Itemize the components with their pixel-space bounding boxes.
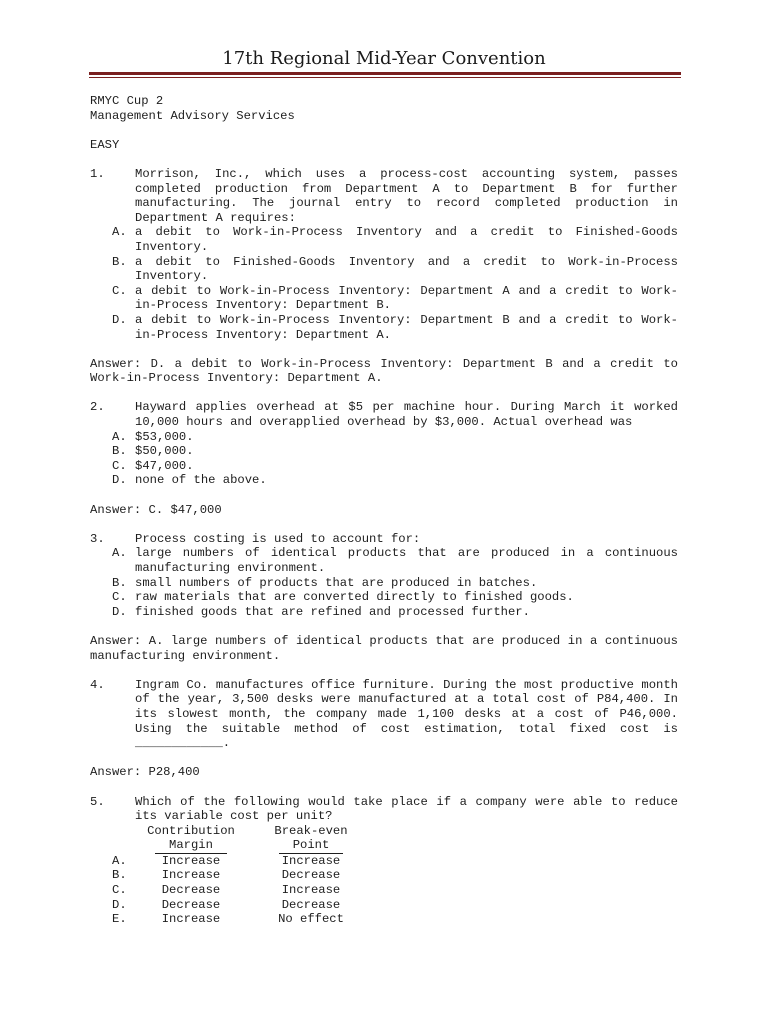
question-text: Morrison, Inc., which uses a process-cost accounting system, passes completed production from Department A to Department B for further manufacturing. The journal entry to record completed production in Department A requires:	[135, 166, 678, 225]
option-a	[90, 546, 678, 575]
option-text: a debit to Finished-Goods Inventory and a credit to Work-in-Process Inventory.	[135, 254, 678, 284]
question-3	[90, 532, 678, 547]
option-letter: A.	[112, 225, 127, 240]
option-letter: C.	[112, 590, 127, 605]
question-number: 3.	[90, 531, 105, 546]
option-letter: D.	[112, 897, 127, 912]
option-letter: E.	[112, 912, 127, 927]
options-table	[112, 824, 678, 927]
answer-4: Answer: P28,400	[90, 765, 200, 780]
contribution-margin-cell: Decrease	[161, 883, 221, 898]
option-text: finished goods that are refined and processed further.	[135, 604, 530, 619]
option-a	[90, 430, 678, 445]
table-row	[112, 854, 678, 869]
option-letter: D.	[112, 473, 127, 488]
option-text: raw materials that are converted directly to finished goods.	[135, 590, 574, 605]
break-even-cell: Decrease	[281, 897, 341, 912]
option-text: a debit to Work-in-Process Inventory: Department B and a credit to Work-in-Process Inventory: Department A.	[135, 312, 678, 342]
column-header: Contribution	[147, 823, 235, 838]
document-body	[90, 94, 678, 927]
question-text: Hayward applies overhead at $5 per machine hour. During March it worked 10,000 hours and overapplied overhead by $3,000. Actual overhead was	[135, 400, 678, 430]
option-letter: C.	[112, 283, 127, 298]
option-letter: D.	[112, 604, 127, 619]
question-5	[90, 795, 678, 824]
column-header: Break-even	[274, 823, 348, 838]
table-row	[112, 868, 678, 883]
table-row	[112, 883, 678, 898]
contest-name: RMYC Cup 2	[90, 94, 164, 108]
option-text: none of the above.	[135, 473, 267, 488]
column-header: Margin	[155, 838, 227, 854]
option-letter: B.	[112, 444, 127, 459]
option-d	[90, 473, 678, 488]
header-rule-thin	[89, 77, 681, 78]
table-row	[112, 912, 678, 927]
option-letter: D.	[112, 312, 127, 327]
option-b	[90, 444, 678, 459]
option-c	[90, 284, 678, 313]
option-c	[90, 590, 678, 605]
option-text: a debit to Work-in-Process Inventory and a credit to Finished-Goods Inventory.	[135, 225, 678, 254]
option-letter: B.	[112, 254, 127, 269]
option-b	[90, 576, 678, 591]
question-number: 5.	[90, 794, 105, 809]
answer-3: Answer: A. large numbers of identical products that are produced in a continuous manufacturing environment.	[90, 633, 678, 663]
answer-2: Answer: C. $47,000	[90, 502, 222, 517]
page-header-title: 17th Regional Mid-Year Convention	[222, 48, 546, 69]
option-d	[90, 313, 678, 342]
option-text: $50,000.	[135, 444, 194, 459]
option-letter: A.	[112, 429, 127, 444]
option-letter: A.	[112, 853, 127, 868]
break-even-cell: No effect	[278, 912, 344, 927]
table-header-top	[112, 824, 678, 839]
contribution-margin-cell: Decrease	[161, 897, 221, 912]
option-letter: C.	[112, 458, 127, 473]
option-letter: A.	[112, 546, 127, 561]
header-rule-thick	[89, 72, 681, 75]
difficulty-level: EASY	[90, 137, 120, 152]
column-header: Point	[279, 838, 344, 854]
option-text: large numbers of identical products that are produced in a continuous manufacturing environment.	[135, 546, 678, 575]
subject-name: Management Advisory Services	[90, 108, 295, 123]
option-b	[90, 255, 678, 284]
question-number: 2.	[90, 400, 105, 415]
option-d	[90, 605, 678, 620]
option-a	[90, 225, 678, 254]
question-1	[90, 167, 678, 225]
table-header-bottom	[112, 838, 678, 854]
break-even-cell: Increase	[281, 883, 341, 898]
option-text: $47,000.	[135, 458, 194, 473]
question-text: Ingram Co. manufactures office furniture. During the most productive month of the year, 3,500 desks were manufactured at a total cost of P84,400. In its slowest month, the company made 1,100 desks at a cost of P46,000. Using the suitable method of cost estimation, total fixed cost is ____________.	[135, 677, 678, 751]
contribution-margin-cell: Increase	[161, 868, 221, 883]
option-letter: B.	[112, 575, 127, 590]
question-number: 1.	[90, 166, 105, 181]
option-letter: B.	[112, 868, 127, 883]
option-c	[90, 459, 678, 474]
question-text: Process costing is used to account for:	[135, 531, 421, 546]
question-text: Which of the following would take place if a company were able to reduce its variable cost per unit?	[135, 794, 678, 824]
answer-1: Answer: D. a debit to Work-in-Process Inventory: Department B and a credit to Work-in-Process Inventory: Department A.	[90, 356, 678, 386]
contribution-margin-cell: Increase	[161, 912, 221, 927]
table-row	[112, 898, 678, 913]
option-text: small numbers of products that are produced in batches.	[135, 575, 538, 590]
option-text: a debit to Work-in-Process Inventory: Department A and a credit to Work-in-Process Inventory: Department B.	[135, 283, 678, 313]
break-even-cell: Increase	[281, 853, 341, 868]
contribution-margin-cell: Increase	[161, 853, 221, 868]
question-number: 4.	[90, 677, 105, 692]
question-4	[90, 678, 678, 751]
break-even-cell: Decrease	[281, 868, 341, 883]
option-letter: C.	[112, 883, 127, 898]
question-2	[90, 400, 678, 429]
option-text: $53,000.	[135, 429, 194, 444]
